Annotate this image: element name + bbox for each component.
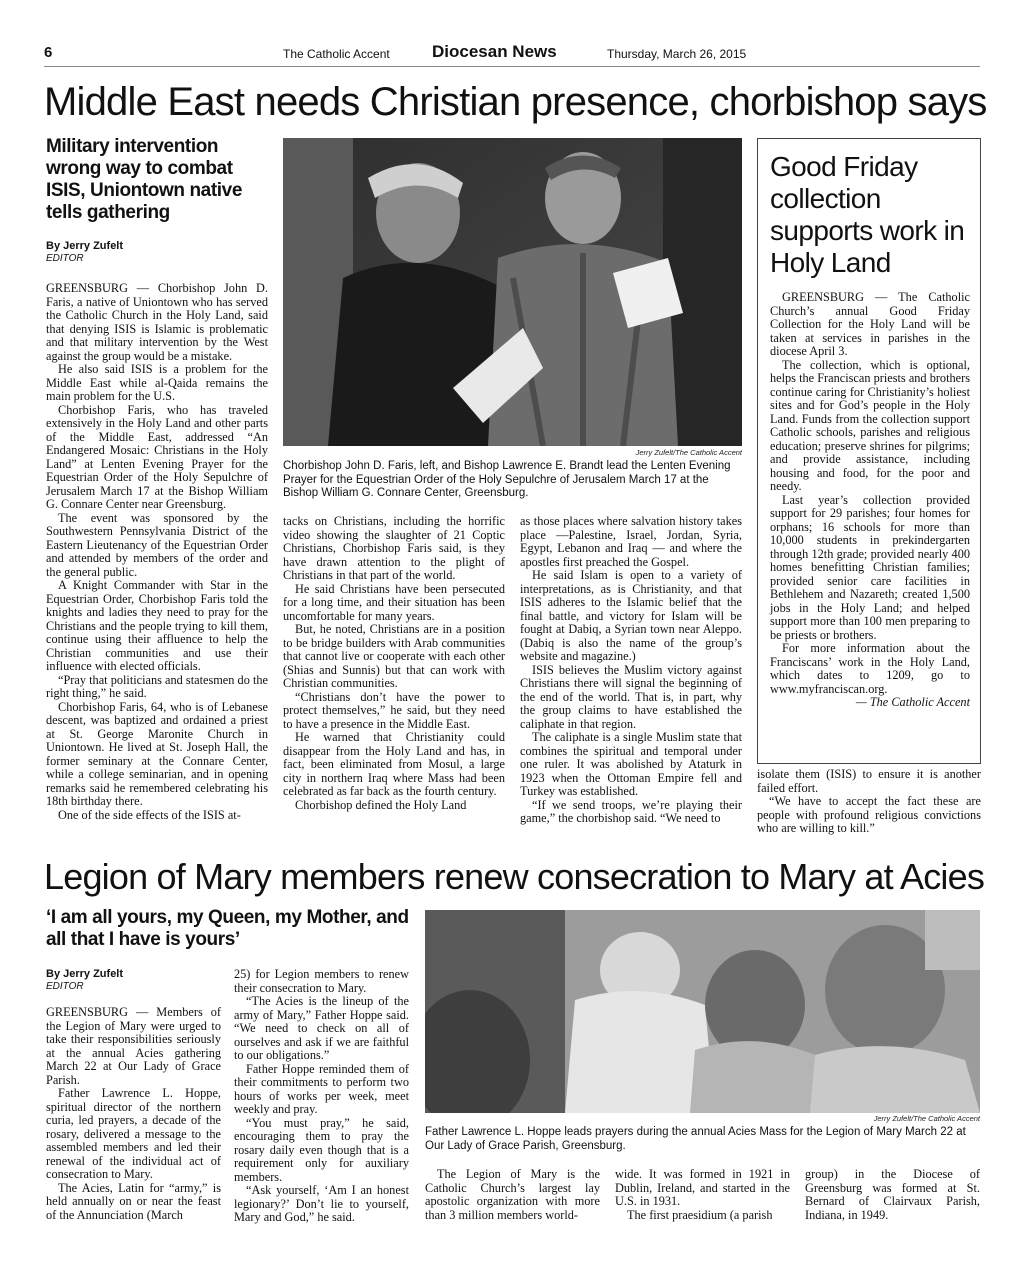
paragraph: For more information about the Franciscans’ work in the Holy Land, which dates to 1209, go to www.myfranciscan.org. (770, 641, 970, 696)
paragraph: group) in the Diocese of Greensburg was formed at St. Bernard of Clairvaux Parish, Indiana, in 1949. (805, 1167, 980, 1222)
section-title: Diocesan News (432, 42, 557, 61)
story2-photo-credit: Jerry Zufelt/The Catholic Accent (873, 1114, 980, 1123)
story2-photo (425, 910, 980, 1113)
paragraph: Last year’s collection provided support for 29 parishes; four homes for orphans; 16 schools for more than 10,000 students in prekindergarten through 12th grade; provided nearly 400 homes benefitting Christian families; provided senior care facilities in Bethlehem and Nazareth; created 1,500 jobs in the Holy Land; and helped support more than 100 men preparing to be priests or brothers. (770, 492, 970, 642)
story2-column-4 (615, 1168, 790, 1222)
story2-byline: By Jerry Zufelt (46, 968, 124, 980)
header-rule (44, 66, 980, 67)
paragraph: The first praesidium (a parish (627, 1207, 773, 1222)
story2-column-5 (805, 1168, 980, 1222)
paragraph: ISIS believes the Muslim victory against Christians there will signal the beginning of the end of the world. That is, in part, why the group claims to have established the caliphate in that region. (520, 662, 742, 731)
photo-clergy-reading-icon (283, 138, 742, 446)
sidebar-signature: — The Catholic Accent (855, 695, 970, 709)
issue-date: Thursday, March 26, 2015 (607, 47, 747, 61)
paragraph: GREENSBURG — Members of the Legion of Mary were urged to take their responsibilities seriously at the annual Acies gathering March 22 at Our Lady of Grace Parish. (46, 1005, 221, 1087)
paragraph: He also said ISIS is a problem for the Middle East while al-Qaida remains the main problem for the U.S. (46, 362, 268, 403)
paragraph: tacks on Christians, including the horrific video showing the slaughter of 21 Coptic Christians, Chorbishop Faris said, is they have drawn attention to the plight of Christians in that part of the world. (283, 514, 505, 582)
story1-byline: By Jerry Zufelt (46, 240, 124, 252)
story2-column-3 (425, 1168, 600, 1222)
story2-photo-caption: Father Lawrence L. Hoppe leads prayers during the annual Acies Mass for the Legion of Mary March 22 at Our Lady of Grace Parish, Greensburg. (425, 1126, 966, 1152)
paragraph: “The Acies is the lineup of the army of Mary,” Father Hoppe said. “We need to check on all of ourselves and ask if we are faithful to our obligations.” (234, 994, 409, 1062)
story1-headline: Middle East needs Christian presence, chorbishop says (44, 80, 987, 124)
paragraph: Chorbishop Faris, who has traveled extensively in the Holy Land and other parts of the Middle East, addressed “An Endangered Mosaic: Christians in the Holy Land” at Lenten Evening Prayer for the Equestrian Order of the Holy Sepulchre of Jerusalem March 17 at the Bishop William G. Connare Center near Greensburg. (46, 402, 268, 511)
paragraph: “Pray that politicians and statesmen do the right thing,” he said. (46, 672, 268, 700)
paragraph: The Legion of Mary is the Catholic Church’s largest lay apostolic organization with more than 3 million members world- (425, 1167, 600, 1222)
paragraph: He said Christians have been persecuted for a long time, and their situation has been uncomfortable for many years. (283, 581, 505, 623)
paragraph: But, he noted, Christians are in a position to be bridge builders with Arab communities that cannot live or cooperate with each other (Shias and Sunnis) but that can work with Christian communities. (283, 622, 505, 690)
story1-photo-caption: Chorbishop John D. Faris, left, and Bishop Lawrence E. Brandt lead the Lenten Evening Prayer for the Equestrian Order of the Holy Sepulchre of Jerusalem March 17 at the Bishop William G. Connare Center, Greensburg. (283, 460, 731, 499)
paragraph: “Christians don’t have the power to protect themselves,” he said, but they need to have a presence in the Middle East. (283, 689, 505, 731)
paragraph: “Ask yourself, ‘Am I an honest legionary?’ Don’t lie to yourself, Mary and God,” he said. (234, 1183, 409, 1224)
story2-headline: Legion of Mary members renew consecration to Mary at Acies (44, 856, 985, 897)
story2-byline-role: EDITOR (46, 981, 84, 992)
paragraph: as those places where salvation history takes place —Palestine, Israel, Jordan, Syria, Egypt, Lebanon and Iraq — and where the apostles first preached the Gospel. (520, 514, 742, 569)
paragraph: “We have to accept the fact these are people with profound religious convictions who are willing to kill.” (757, 794, 981, 835)
paragraph: 25) for Legion members to renew their consecration to Mary. (234, 967, 409, 995)
story1-column-3 (520, 515, 742, 826)
sidebar-body (770, 291, 970, 710)
paragraph: GREENSBURG — Chorbishop John D. Faris, a native of Uniontown who has served the Catholic Church in the Holy Land, said that denying ISIS is Islamic is problematic and that military intervention by the West against the group would be a mistake. (46, 281, 268, 363)
story2-column-2 (234, 968, 409, 1225)
paragraph: Chorbishop defined the Holy Land (295, 797, 467, 812)
paragraph: “If we send troops, we’re playing their game,” the chorbishop said. “We need to (520, 797, 742, 825)
publication-name: The Catholic Accent (283, 47, 390, 61)
paragraph: isolate them (ISIS) to ensure it is another failed effort. (757, 767, 981, 795)
paragraph: The event was sponsored by the Southwestern Pennsylvania District of the Eastern Lieutenancy of the Equestrian Order and attended by members of the order and the general public. (46, 510, 268, 579)
paragraph: The collection, which is optional, helps the Franciscan priests and brothers continue caring for Christianity’s holiest sites and for God’s people in the Holy Land. Funds from the collection support Catholic schools, parishes and religious education; preserve shrines for pilgrims; and provide assistance, including housing and food, for the poor and needy. (770, 357, 970, 493)
paragraph: The caliphate is a single Muslim state that combines the spiritual and temporal under one ruler. It was abolished by Ataturk in 1923 when the Ottoman Empire fell and Turkey was established. (520, 730, 742, 798)
story1-deck: Military intervention wrong way to combat ISIS, Uniontown native tells gathering (46, 136, 242, 223)
story1-photo (283, 138, 742, 446)
paragraph: He said Islam is open to a variety of interpretations, as is Christianity, and that ISIS adheres to the Islamic belief that the final battle, and victory for Islam will be fought at Dabiq, a Syrian town near Aleppo. (Dabiq is also the name of the group’s website and magazine.) (520, 568, 742, 663)
sidebar-title: Good Friday collection supports work in Holy Land (770, 151, 965, 278)
paragraph: The Acies, Latin for “army,” is held annually on or near the feast of the Annunciation (March (46, 1180, 221, 1222)
paragraph: A Knight Commander with Star in the Equestrian Order, Chorbishop Faris told the knights and ladies they need to pray for the Christians and the people trying to kill them, continue using their affluence to help the Christian communities and use their influence with elected officials. (46, 578, 268, 673)
sidebar-box (757, 138, 981, 764)
story1-column-4 (757, 768, 981, 836)
paragraph: Chorbishop Faris, 64, who is of Lebanese descent, was baptized and ordained a priest at St. George Maronite Church in Uniontown. He lived at St. Joseph Hall, the former seminary at the Connare Center, while a college seminarian, and in opening remarks said he remembered celebrating his 18th birthday there. (46, 699, 268, 808)
paragraph: Father Hoppe reminded them of their commitments to perform two hours of works per week, meet weekly and pray. (234, 1061, 409, 1116)
story1-column-1 (46, 282, 268, 822)
story1-column-2 (283, 515, 505, 812)
story1-byline-role: EDITOR (46, 253, 84, 264)
photo-prayer-group-icon (425, 910, 980, 1113)
paragraph: One of the side effects of the ISIS at- (58, 807, 241, 822)
paragraph: wide. It was formed in 1921 in Dublin, Ireland, and started in the U.S. in 1931. (615, 1167, 790, 1208)
page-number: 6 (44, 44, 53, 61)
story1-photo-credit: Jerry Zufelt/The Catholic Accent (635, 448, 742, 457)
paragraph: Father Lawrence L. Hoppe, spiritual director of the northern curia, led prayers, a decade of the rosary, delivered a message to the assembled members and led their renewal of the individual act of consecration to Mary. (46, 1086, 221, 1181)
paragraph: GREENSBURG — The Catholic Church’s annual Good Friday Collection for the Holy Land will be taken at services in parishes in the diocese April 3. (770, 290, 970, 358)
paragraph: He warned that Christianity could disappear from the Holy Land and has, in fact, been eliminated from Mosul, a large city in northern Iraq where Mass had been celebrated as far back as the fourth century. (283, 730, 505, 798)
paragraph: “You must pray,” he said, encouraging them to pray the rosary daily even though that is a requirement only for auxiliary members. (234, 1115, 409, 1184)
story2-deck: ‘I am all yours, my Queen, my Mother, and all that I have is yours’ (46, 907, 409, 950)
story2-column-1 (46, 1006, 221, 1222)
